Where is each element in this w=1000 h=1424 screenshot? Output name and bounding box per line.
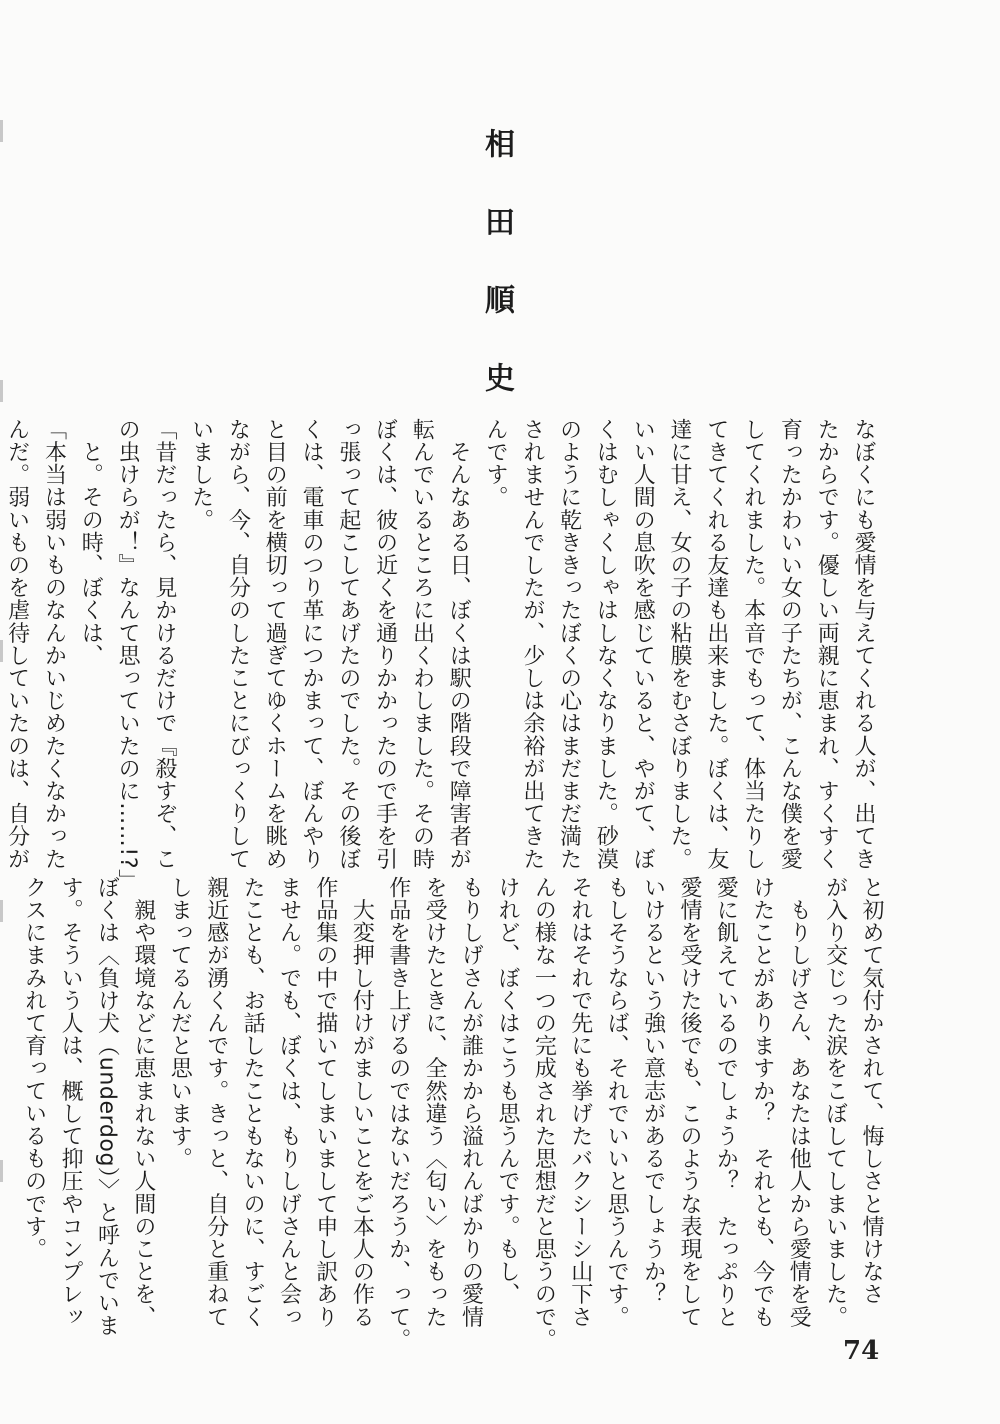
edge-tick — [0, 380, 3, 402]
edge-tick — [0, 1160, 3, 1182]
author-name: 相田順史 — [479, 128, 514, 440]
page-number: 74 — [843, 1336, 880, 1366]
edge-tick — [0, 640, 3, 662]
edge-tick — [0, 120, 3, 142]
edge-tick — [0, 900, 3, 922]
essay-text-upper: なぼくにも愛情を与えてくれる人が、出てき たからです。優しい両親に恵まれ、すくすく 育ったかわいい女の子たちが、こんな僕を愛 してくれました。本音でもって、体当たりし てきてくれる友達も出来ました。ぼくは、友 達に甘え、女の子の粘膜をむさぼりました。 いい人間の息吹を感じていると、やがて、ぼ くはむしゃくしゃはしなくなりました。砂漠 のように乾ききったぼくの心はまだまだ満た されませんでしたが、少しは余裕が出てきた んです。 そんなある日、ぼくは駅の階段で障害者が 転んでいるところに出くわしました。その時 ぼくは、彼の近くを通りかかったので手を引 っ張って起こしてあげたのでした。その後ぼ くは、電車のつり革につかまって、ぼんやり と目の前を横切って過ぎてゆくホームを眺め ながら、今、自分のしたことにびっくりして いました。 「昔だったら、見かけるだけで『殺すぞ、こ の虫けらが！』なんて思っていたのに……!?」 と。その時、ぼくは、 「本当は弱いものなんかいじめたくなかった んだ。弱いものを虐待していたのは、自分が — [4, 418, 876, 892]
essay-text-lower: と初めて気付かされて、悔しさと情けなさ が入り交じった涙をこぼしてしまいました。 もりしげさん、あなたは他人から愛情を受 けたことがありますか？ それとも、今でも 愛に飢えているのでしょうか？ たっぷりと 愛情を受けた後でも、このような表現をして いけるという強い意志があるでしょうか？ もしそうならば、それでいいと思うんです。 それはそれで先にも挙げたバクシーシ山下さ んの様な一つの完成された思想だと思うので。 けれど、ぼくはこうも思うんです。もし、 もりしげさんが誰かから溢れんばかりの愛情 を受けたときに、全然違う〈匂い〉をもった 作品を書き上げるのではないだろうか、って。 大変押し付けがましいことをご本人の作る 作品集の中で描いてしまいまして申し訳あり ません。でも、ぼくは、もりしげさんと会っ たことも、お話したこともないのに、すごく 親近感が湧くんです。きっと、自分と重ねて しまってるんだと思います。 親や環境などに恵まれない人間のことを、 ぼくは〈負け犬（underdog）〉と呼んでいま す。そういう人は、概して抑圧やコンプレッ クスにまみれて育っているものです。 — [21, 876, 884, 1351]
